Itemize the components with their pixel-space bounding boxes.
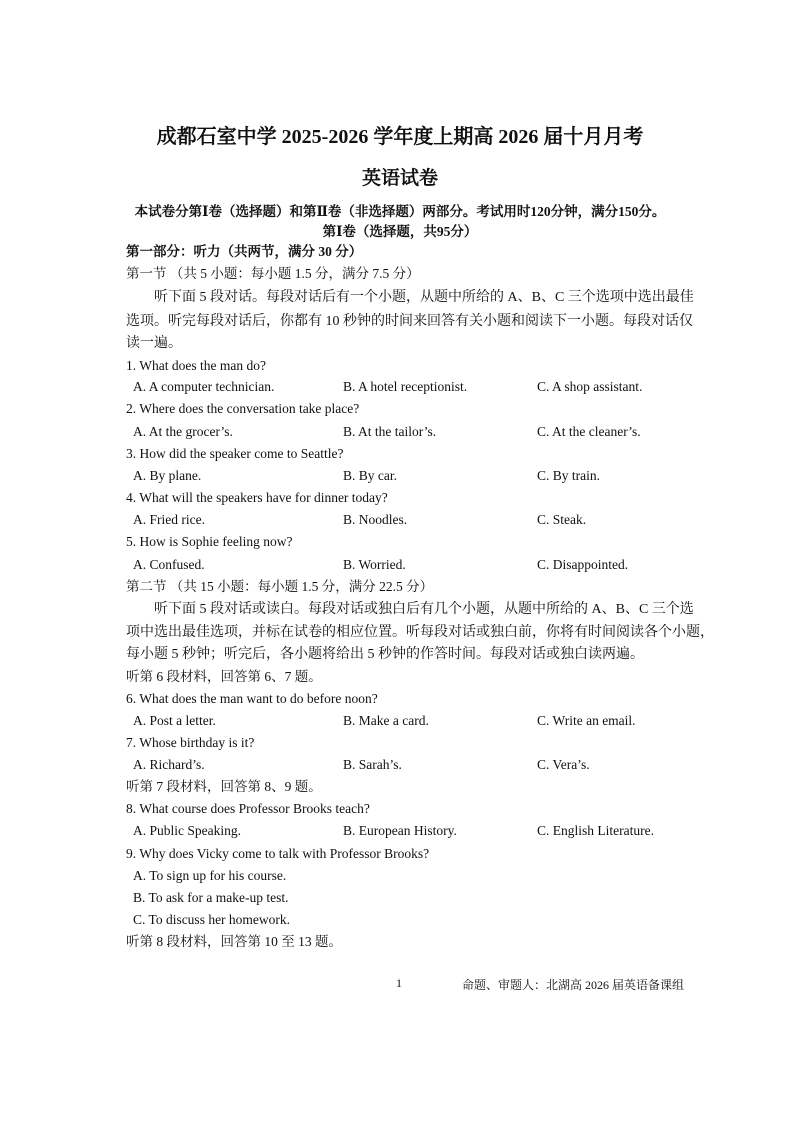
q3-option-a: A. By plane. <box>133 468 202 483</box>
q6-option-a: A. Post a letter. <box>133 713 216 728</box>
q7-option-c: C. Vera’s. <box>537 757 590 772</box>
q9-option-b: B. To ask for a make-up test. <box>133 890 289 905</box>
page-number: 1 <box>396 976 402 990</box>
question-5: 5. How is Sophie feeling now? <box>126 534 293 549</box>
q5-option-c: C. Disappointed. <box>537 557 629 572</box>
question-3: 3. How did the speaker come to Seattle? <box>126 446 344 461</box>
question-7: 7. Whose birthday is it? <box>126 735 255 750</box>
q3-option-c: C. By train. <box>537 468 600 483</box>
q7-option-a: A. Richard’s. <box>133 757 205 772</box>
part1-heading: 第一部分：听力（共两节，满分 30 分） <box>126 244 363 259</box>
material-6-note: 听第 6 段材料，回答第 6、7 题。 <box>126 669 322 684</box>
question-9: 9. Why does Vicky come to talk with Professor Brooks? <box>126 846 430 861</box>
exam-subtitle: 英语试卷 <box>361 168 438 189</box>
part-title: 第Ⅰ卷（选择题，共95分） <box>322 224 478 239</box>
q1-option-c: C. A shop assistant. <box>537 379 643 394</box>
footer-credit: 命题、审题人：北湖高 2026 届英语备课组 <box>462 978 685 992</box>
q2-option-b: B. At the tailor’s. <box>343 424 437 439</box>
exam-note: 本试卷分第Ⅰ卷（选择题）和第Ⅱ卷（非选择题）两部分。考试用时120分钟，满分150分。 <box>134 204 666 219</box>
question-1: 1. What does the man do? <box>126 358 266 373</box>
q6-option-c: C. Write an email. <box>537 713 636 728</box>
q4-option-a: A. Fried rice. <box>133 512 205 527</box>
question-4: 4. What will the speakers have for dinner today? <box>126 490 388 505</box>
q1-option-b: B. A hotel receptionist. <box>343 379 468 394</box>
q1-option-a: A. A computer technician. <box>133 379 275 394</box>
q9-option-a: A. To sign up for his course. <box>133 868 287 883</box>
section1-instruction-line: 读一遍。 <box>126 336 182 351</box>
section1-heading: 第一节 （共 5 小题：每小题 1.5 分，满分 7.5 分） <box>126 266 420 281</box>
exam-title: 成都石室中学 2025-2026 学年度上期高 2026 届十月月考 <box>156 126 644 148</box>
q7-option-b: B. Sarah’s. <box>343 757 402 772</box>
section1-instruction-line: 听下面 5 段对话。每段对话后有一个小题，从题中所给的 A、B、C 三个选项中选出最佳 <box>154 290 694 305</box>
q5-option-a: A. Confused. <box>133 557 205 572</box>
q4-option-c: C. Steak. <box>537 512 587 527</box>
q8-option-a: A. Public Speaking. <box>133 823 241 838</box>
q9-option-c: C. To discuss her homework. <box>133 912 291 927</box>
question-6: 6. What does the man want to do before noon? <box>126 691 378 706</box>
q8-option-c: C. English Literature. <box>537 823 654 838</box>
material-8-note: 听第 8 段材料，回答第 10 至 13 题。 <box>126 934 342 949</box>
section2-instruction-line: 项中选出最佳选项，并标在试卷的相应位置。听每段对话或独白前，你将有时间阅读各个小题， <box>126 625 714 640</box>
q3-option-b: B. By car. <box>343 468 397 483</box>
section1-instruction-line: 选项。听完每段对话后，你都有 10 秒钟的时间来回答有关小题和阅读下一小题。每段对话仅 <box>126 314 693 329</box>
q8-option-b: B. European History. <box>343 823 457 838</box>
question-2: 2. Where does the conversation take place? <box>126 401 360 416</box>
q6-option-b: B. Make a card. <box>343 713 429 728</box>
material-7-note: 听第 7 段材料，回答第 8、9 题。 <box>126 779 322 794</box>
section2-heading: 第二节 （共 15 小题：每小题 1.5 分，满分 22.5 分） <box>126 579 434 594</box>
section2-instruction-line: 听下面 5 段对话或读白。每段对话或独白后有几个小题，从题中所给的 A、B、C 三个选 <box>154 602 694 617</box>
q4-option-b: B. Noodles. <box>343 512 408 527</box>
section2-instruction-line: 每小题 5 秒钟；听完后，各小题将给出 5 秒钟的作答时间。每段对话或独白读两遍。 <box>126 647 644 662</box>
question-8: 8. What course does Professor Brooks teach? <box>126 801 370 816</box>
q2-option-a: A. At the grocer’s. <box>133 424 233 439</box>
q2-option-c: C. At the cleaner’s. <box>537 424 641 439</box>
q5-option-b: B. Worried. <box>343 557 406 572</box>
